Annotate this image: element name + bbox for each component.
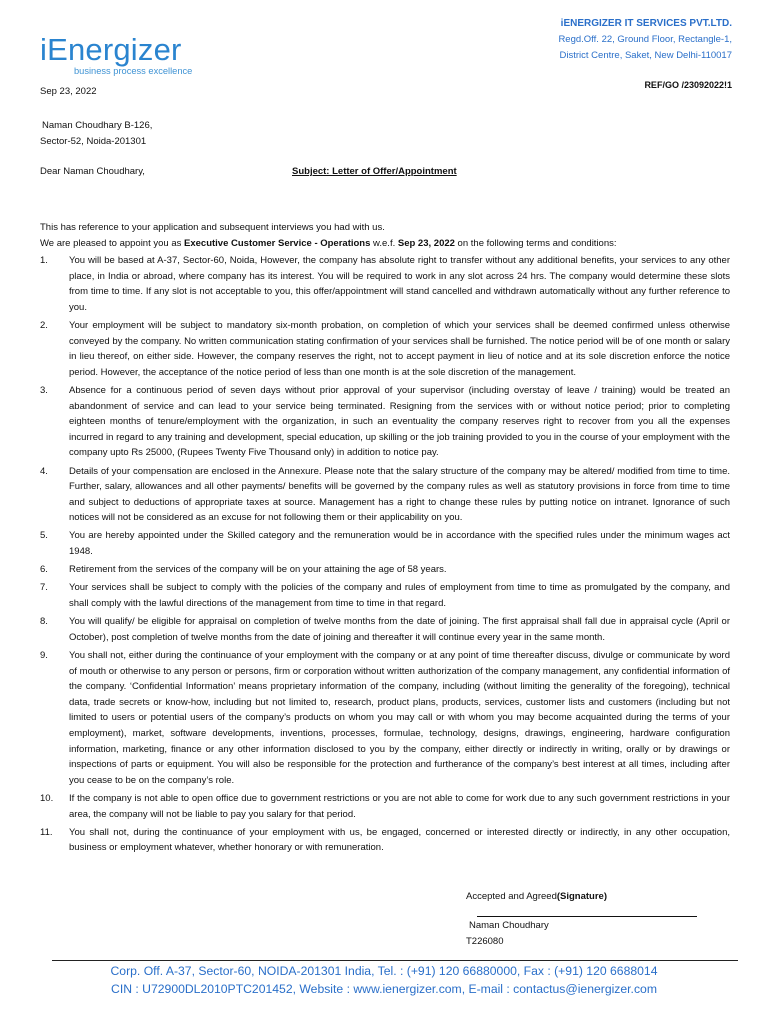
terms-list: [40, 253, 730, 859]
term-item: [40, 648, 730, 788]
term-item: [40, 580, 730, 611]
term-text: You are hereby appointed under the Skilled category and the remuneration would be in accordance with the specified rules under the minimum wages act 1948.: [69, 530, 730, 558]
logo-wordmark: iEnergizer: [40, 32, 182, 67]
term-text: Details of your compensation are enclosed in the Annexure. Please note that the salary structure of the company may be altered/ modified from time to time. Further, salary, allowances and all other payments/ benefits will be governed by the company rules as well as statutory provisions in force from time to time and subject to deductions of appropriate taxes at source. Management has a right to change these rules by putting notice on intranet. Ignorance of such notices will not be considered as an excuse for not following them or their applicability on you.: [69, 465, 730, 524]
term-item: [40, 791, 730, 822]
salutation: Dear Naman Choudhary,: [40, 166, 145, 177]
appointment-date: Sep 23, 2022: [397, 238, 455, 249]
company-logo: [40, 34, 192, 76]
term-number: 2.: [40, 319, 48, 331]
term-item: [40, 464, 730, 526]
footer-line1: Corp. Off. A-37, Sector-60, NOIDA-201301 India, Tel. : (+91) 120 66880000, Fax : (+91) 120 6688014: [110, 964, 658, 978]
appointment-statement: [40, 236, 728, 252]
appointment-text-pre: We are pleased to appoint you as: [40, 238, 185, 249]
term-number: 7.: [40, 582, 48, 594]
appointment-role: Executive Customer Service - Operations: [184, 238, 371, 249]
term-number: 5.: [40, 530, 48, 542]
letter-subject: Subject: Letter of Offer/Appointment: [292, 166, 457, 177]
signature-label: (Signature): [556, 891, 607, 902]
term-item: [40, 562, 730, 578]
term-number: 10.: [40, 792, 54, 804]
term-item: [40, 383, 730, 461]
term-number: 11.: [40, 826, 53, 838]
company-address-line1: Regd.Off. 22, Ground Floor, Rectangle-1,: [558, 34, 732, 45]
term-text: Absence for a continuous period of seven days without prior approval of your supervisor (including overstay of leave / training) would be treated an abandonment of service and can lead to your service being terminated. Resigning from the services with or without notice period; prior to completing eighteen months of tenure/employment with the organization, in such an eventuality the company reserves right to recover from you all the expenses incurred in regard to any training and development, special education, up skilling or the job training provided to you in the course of your employment with the company upto Rs 25000, (Rupees Twenty Five Thousand only) in addition to notice pay.: [69, 384, 730, 459]
term-text: You will be based at A-37, Sector-60, Noida, However, the company has absolute right to transfer without any additional benefits, your services to any other place, in India or abroad, where company has its interest. You will be required to work in any slot across 24 hrs. The company would determine these slots from time to time. If any slot is not acceptable to you, this offer/appointment will stand cancelled and withdrawn automatically without any further reference to you.: [69, 255, 730, 313]
company-name: iENERGIZER IT SERVICES PVT.LTD.: [560, 18, 732, 29]
term-text: You shall not, either during the continuance of your employment with the company or at any point of time thereafter discuss, divulge or communicate by word of mouth or otherwise to any person or persons, firm or corporation without written authorization of the company management, any confidential information of the company. ‘Confidential Information’ means proprietary information of the company, including (without limiting the generality of the foregoing), technical data, trade secrets or know-how, including but not limited to, research, product plans, products, services, customer lists and customers (including but not limited to users or potential users of the company’s products on whom you may call or with whom you may become acquainted during the terms of your employment), market, software developments, inventions, processes, formulae, technology, designs, drawings, engineering, hardware configuration information, marketing, finance or any other information disclosed to you by the company, either directly or indirectly in writing, orally or by drawings or inspections of parts or equipment. You will also be responsible for the protection and furtherance of the company’s best interest at all times, including after you cease to be on the company’s role.: [69, 650, 730, 786]
term-number: 9.: [40, 650, 48, 661]
term-item: [40, 318, 730, 380]
footer: [0, 962, 768, 998]
footer-divider: [52, 960, 738, 961]
term-text: You will qualify/ be eligible for appraisal on completion of twelve months from the date of joining. The first appraisal shall fall due in appraisal cycle (April or October), post completion of twelve months from the date of joining and thereafter it will continue every year in the same month.: [69, 616, 730, 643]
term-number: 6.: [40, 564, 48, 576]
appointment-text-post: on the following terms and conditions:: [454, 238, 617, 249]
letter-date: Sep 23, 2022: [40, 86, 97, 97]
signature-line: [477, 916, 697, 917]
term-item: [40, 528, 730, 559]
term-number: 3.: [40, 384, 48, 396]
term-text: Your employment will be subject to mandatory six-month probation, on completion of which your services shall be deemed confirmed unless otherwise conveyed by the company. No written communication stating confirmation of your services shall be furnished. The notice period will be of one month or salary in lieu thereof, on either side. However, the company reserves the right, not to accept payment in lieu of notice and at its sole discretion enforce the notice period. However, the acceptance of the notice period of less than one month is at the sole discretion of the management.: [69, 319, 730, 378]
accepted-agreed-text: Accepted and Agreed: [466, 891, 557, 902]
reference-number: REF/GO /23092022!1: [644, 80, 732, 90]
signer-block: [466, 918, 549, 950]
company-address-block: [558, 16, 732, 64]
term-number: 8.: [40, 616, 48, 628]
term-item: [40, 253, 730, 315]
company-address-line2: District Centre, Saket, New Delhi-110017: [559, 50, 732, 61]
term-text: Retirement from the services of the company will be on your attaining the age of 58 years.: [69, 564, 447, 576]
term-number: 1.: [40, 255, 48, 266]
logo-tagline: business process excellence: [74, 66, 193, 76]
signer-name: Naman Choudhary: [469, 920, 549, 931]
recipient-address: [40, 118, 152, 150]
intro-paragraph: This has reference to your application and subsequent interviews you had with us.: [40, 222, 385, 233]
signer-id: T226080: [466, 936, 504, 947]
term-text: If the company is not able to open office due to government restrictions or you are not able to come for work due to any such government restrictions in your area, the company will not be liable to pay you salary for that period.: [69, 792, 730, 820]
term-text: You shall not, during the continuance of your employment with us, be engaged, concerned or interested directly or indirectly, in any other occupation, business or employment whatever, whether honorary or with remuneration.: [69, 826, 730, 854]
term-text: Your services shall be subject to comply with the policies of the company and rules of employment from time to time as promulgated by the company, and shall comply with the lawful directions of the management from time to time in that regard.: [69, 582, 730, 610]
appointment-text-mid: w.e.f.: [370, 238, 398, 249]
recipient-line1: Naman Choudhary B-126,: [42, 120, 153, 131]
term-item: [40, 825, 730, 856]
term-item: [40, 614, 730, 645]
acceptance-label: [466, 891, 607, 902]
term-number: 4.: [40, 465, 48, 477]
recipient-line2: Sector-52, Noida-201301: [40, 136, 147, 147]
footer-line2: CIN : U72900DL2010PTC201452, Website : www.ienergizer.com, E-mail : contactus@ienergizer.com: [111, 982, 657, 996]
